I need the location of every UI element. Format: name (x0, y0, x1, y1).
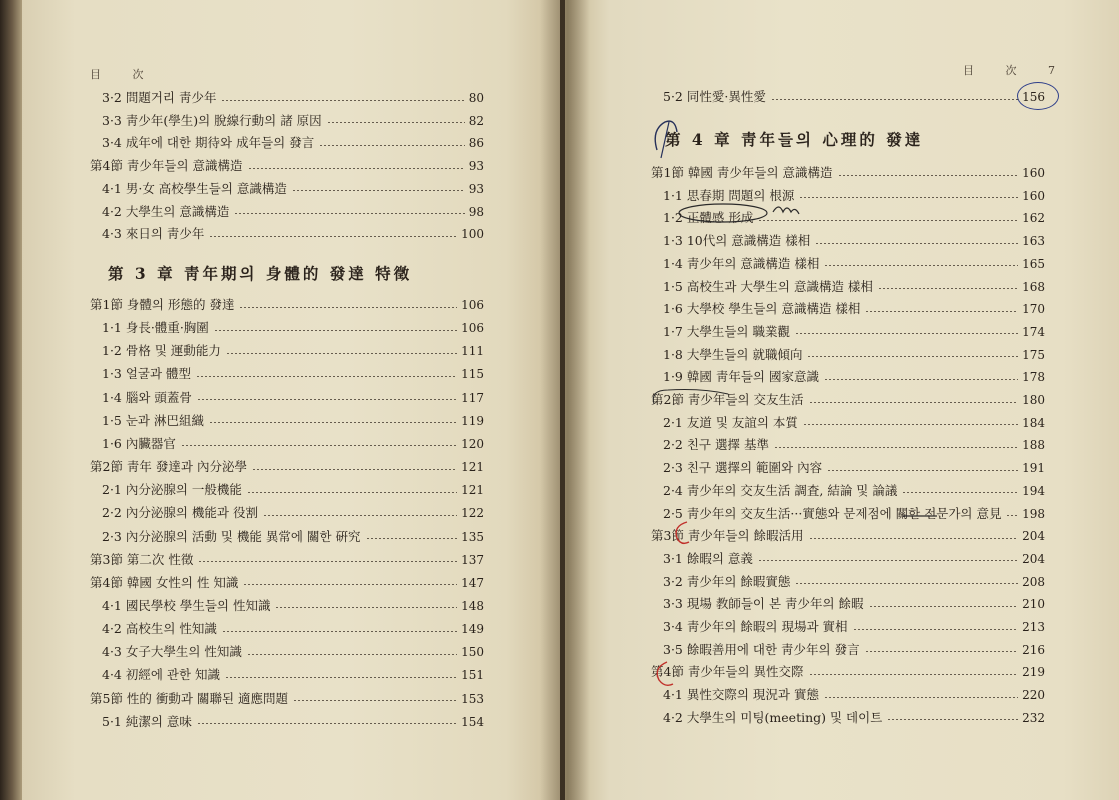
dot-leader (197, 399, 457, 400)
toc-entry-page: 111 (461, 344, 484, 359)
toc-entry-title: 第4節 靑少年들의 意識構造 (90, 158, 243, 174)
toc-entry-title: 4·4 初經에 관한 知識 (102, 667, 221, 683)
toc-entry-title: 4·1 國民學校 學生들의 性知識 (102, 597, 271, 613)
chapter-3-heading: 第 3 章 靑年期의 身體的 發達 特徵 (108, 264, 413, 283)
toc-entry-page: 120 (461, 436, 484, 451)
toc-entry-page: 80 (468, 91, 484, 105)
toc-entry-title: 5·2 同性愛·異性愛 (663, 89, 766, 104)
toc-entry-title: 2·3 친구 選擇의 範圍와 內容 (663, 460, 823, 476)
toc-entry (102, 412, 484, 430)
toc-entry-page: 180 (1022, 393, 1045, 407)
toc-entry-page: 198 (1022, 506, 1045, 521)
toc-entry-title: 第1節 韓國 靑少年들의 意識構造 (651, 165, 833, 180)
toc-entry (102, 342, 484, 360)
left-page (22, 0, 560, 800)
toc-entry-title: 第4節 韓國 女性의 性 知識 (90, 574, 239, 590)
toc-entry-title: 2·3 內分泌腺의 活動 및 機能 異常에 關한 硏究 (102, 528, 361, 544)
toc-entry-title: 1·3 10代의 意識構造 樣相 (663, 233, 811, 249)
toc-entry-page: 194 (1022, 483, 1045, 498)
dot-leader (247, 492, 457, 493)
toc-entry-page: 213 (1022, 620, 1045, 634)
toc-entry-title: 第3節 靑少年들의 餘暇活用 (651, 528, 804, 544)
toc-entry-page: 135 (461, 529, 484, 544)
toc-entry (102, 481, 484, 499)
handwritten-annotations (565, 0, 1119, 800)
toc-entry-title: 2·5 靑少年의 交友生活···實態와 문제점에 關한 전문가의 意見 (663, 505, 1002, 521)
toc-entry-title: 1·5 눈과 淋巴組織 (102, 412, 204, 428)
toc-entry-page: 156 (1022, 90, 1045, 104)
dot-leader (243, 584, 457, 585)
toc-entry-page: 168 (1022, 279, 1045, 294)
toc-entry (102, 134, 484, 152)
toc-entry-title: 4·2 大學生의 意識構造 (102, 203, 230, 219)
toc-entry-title: 1·6 內臟器官 (102, 435, 176, 451)
toc-entry (102, 225, 484, 243)
dot-leader (327, 122, 465, 123)
dot-leader (209, 422, 457, 423)
toc-entry (102, 365, 484, 383)
toc-entry (102, 666, 484, 684)
toc-entry-title: 2·2 친구 選擇 基準 (663, 437, 769, 453)
toc-entry-page: 122 (461, 506, 484, 521)
dot-leader (197, 723, 457, 724)
toc-entry-title: 1·5 高校生과 大學生의 意識構造 樣相 (663, 278, 873, 294)
dot-leader (252, 469, 457, 470)
toc-entry-title: 第2節 靑年 發達과 內分泌學 (90, 459, 247, 475)
toc-entry-page: 93 (468, 159, 484, 174)
toc-entry-page: 191 (1022, 461, 1045, 476)
toc-entry-page: 184 (1022, 415, 1045, 430)
right-running-head: 目 次 7 (963, 64, 1069, 77)
toc-entry-title: 2·4 靑少年의 交友生活 調査, 結論 및 論議 (663, 482, 898, 498)
dot-leader (366, 538, 458, 539)
toc-entry-page: 93 (468, 181, 484, 196)
toc-entry-title: 2·2 內分泌腺의 機能과 役割 (102, 505, 258, 521)
toc-section-entry (90, 157, 484, 175)
dot-leader (222, 631, 457, 632)
dot-leader (275, 607, 457, 608)
toc-entry-title: 2·1 內分泌腺의 一般機能 (102, 482, 242, 498)
toc-entry (102, 180, 484, 198)
toc-section-entry (90, 574, 484, 592)
toc-entry-page: 82 (468, 113, 484, 128)
toc-entry-page: 178 (1022, 370, 1045, 385)
toc-entry (102, 319, 484, 337)
toc-entry-title: 4·3 女子大學生의 性知識 (102, 644, 242, 660)
toc-entry-title: 3·4 成年에 대한 期待와 成年들의 發言 (102, 135, 315, 151)
toc-entry-page: 98 (468, 204, 484, 219)
toc-entry-page: 210 (1022, 597, 1045, 612)
left-running-head: 目 次 (90, 68, 158, 81)
toc-entry-page: 175 (1022, 347, 1045, 362)
toc-entry-page: 232 (1022, 710, 1045, 725)
toc-entry-page: 170 (1022, 302, 1045, 317)
toc-entry (102, 504, 484, 522)
toc-entry (102, 620, 484, 638)
toc-entry-page: 121 (461, 483, 484, 498)
dot-leader (225, 677, 457, 678)
dot-leader (319, 145, 465, 146)
toc-entry-title: 1·1 思春期 問題의 根源 (663, 187, 795, 203)
toc-entry-title: 1·1 身長·體重·胸圍 (102, 320, 209, 336)
toc-entry-page: 106 (461, 321, 484, 336)
dot-leader (209, 236, 457, 237)
toc-entry-title: 3·3 現場 教師들이 본 靑少年의 餘暇 (663, 596, 864, 612)
toc-entry (102, 203, 484, 221)
toc-entry (102, 435, 484, 453)
toc-section-entry (90, 296, 484, 314)
toc-entry-page: 100 (461, 227, 484, 242)
dot-leader (247, 654, 457, 655)
toc-entry-page: 220 (1022, 688, 1045, 703)
toc-entry (102, 112, 484, 130)
toc-entry-title: 1·2 骨格 및 運動能力 (102, 343, 221, 359)
toc-entry-title: 第4節 靑少年들의 異性交際 (651, 664, 804, 680)
toc-entry-page: 154 (461, 714, 484, 729)
toc-entry-title: 第3節 第二次 性徵 (90, 551, 194, 567)
toc-entry (102, 528, 484, 546)
toc-entry-page: 119 (461, 413, 484, 428)
toc-entry-title: 3·5 餘暇善用에 대한 靑少年의 發言 (663, 641, 860, 657)
toc-entry-title: 3·3 靑少年(學生)의 脫線行動의 諸 原因 (102, 112, 322, 128)
toc-entry (102, 389, 484, 407)
toc-entry-title: 1·9 韓國 靑年들의 國家意識 (663, 369, 819, 385)
toc-entry-page: 208 (1022, 574, 1045, 589)
toc-entry-page: 204 (1022, 551, 1045, 566)
toc-entry-title: 第1節 身體의 形態的 發達 (90, 297, 235, 312)
toc-entry-page: 188 (1022, 438, 1045, 453)
toc-entry-title: 1·2 正體感 形成 (663, 210, 754, 226)
toc-entry-page: 165 (1022, 256, 1045, 271)
toc-entry-page: 174 (1022, 324, 1045, 339)
toc-entry-page: 160 (1022, 166, 1045, 180)
toc-entry-title: 1·8 大學生들의 就職傾向 (663, 346, 803, 362)
toc-entry-page: 204 (1022, 529, 1045, 544)
toc-entry-title: 5·1 純潔의 意味 (102, 713, 192, 729)
toc-entry-title: 4·2 大學生의 미팅(meeting) 및 데이트 (663, 709, 883, 725)
toc-entry-page: 137 (461, 552, 484, 567)
dot-leader (292, 190, 465, 191)
toc-entry-title: 1·7 大學生들의 職業觀 (663, 323, 790, 339)
dot-leader (198, 561, 457, 562)
toc-entry-page: 117 (461, 390, 484, 405)
toc-entry-title: 1·6 大學校 學生들의 意識構造 樣相 (663, 301, 861, 317)
right-page (565, 0, 1119, 800)
book-cover-edge (0, 0, 24, 800)
toc-entry-page: 216 (1022, 642, 1045, 657)
toc-entry-title: 4·1 男·女 高校學生들의 意識構造 (102, 180, 287, 196)
toc-entry-page: 160 (1022, 188, 1045, 203)
toc-entry-page: 162 (1022, 211, 1045, 226)
book-gutter (540, 0, 590, 800)
toc-entry-title: 第2節 靑少年들의 交友生活 (651, 392, 804, 407)
dot-leader (226, 353, 457, 354)
toc-entry-title: 1·4 腦와 頭蓋骨 (102, 389, 192, 405)
toc-entry-page: 151 (461, 668, 484, 683)
toc-entry-page: 163 (1022, 234, 1045, 249)
toc-entry (102, 643, 484, 661)
dot-leader (248, 168, 465, 169)
toc-entry-title: 第5節 性的 衝動과 關聯된 適應問題 (90, 690, 288, 706)
toc-entry-page: 150 (461, 645, 484, 660)
toc-entry-title: 3·2 問題거리 靑少年 (102, 90, 217, 105)
toc-entry-page: 219 (1022, 665, 1045, 680)
toc-entry-title: 4·2 高校生의 性知識 (102, 621, 217, 637)
toc-entry-page: 115 (461, 367, 484, 382)
toc-entry-title: 3·4 靑少年의 餘暇의 現場과 實相 (663, 619, 848, 634)
toc-entry (102, 713, 484, 731)
toc-section-entry (90, 690, 484, 708)
toc-entry-page: 148 (461, 598, 484, 613)
toc-entry-page: 153 (461, 691, 484, 706)
toc-entry-title: 4·3 來日의 靑少年 (102, 226, 205, 242)
toc-section-entry (90, 458, 484, 476)
toc-entry-page: 86 (468, 136, 484, 151)
chapter-4-heading: 第 4 章 靑年들의 心理的 發達 (665, 130, 924, 149)
toc-entry-title: 2·1 友道 및 友誼의 本質 (663, 414, 798, 430)
toc-entry-title: 3·2 靑少年의 餘暇實態 (663, 573, 791, 589)
toc-section-entry (90, 551, 484, 569)
dot-leader (181, 445, 457, 446)
dot-leader (234, 213, 464, 214)
toc-entry-page: 121 (461, 460, 484, 475)
toc-entry-page: 106 (461, 298, 484, 312)
toc-entry-title: 4·1 異性交際의 現況과 實態 (663, 687, 819, 703)
dot-leader (263, 515, 457, 516)
toc-entry-title: 3·1 餘暇의 意義 (663, 550, 753, 566)
toc-entry (102, 89, 484, 107)
dot-leader (196, 376, 457, 377)
toc-entry-page: 147 (461, 575, 484, 590)
dot-leader (214, 330, 457, 331)
dot-leader (293, 700, 457, 701)
dot-leader (221, 100, 464, 101)
toc-entry-title: 1·4 靑少年의 意識構造 樣相 (663, 255, 820, 271)
toc-entry (102, 597, 484, 615)
dot-leader (239, 307, 457, 308)
toc-entry-title: 1·3 얼굴과 體型 (102, 366, 192, 382)
toc-entry-page: 149 (461, 622, 484, 637)
